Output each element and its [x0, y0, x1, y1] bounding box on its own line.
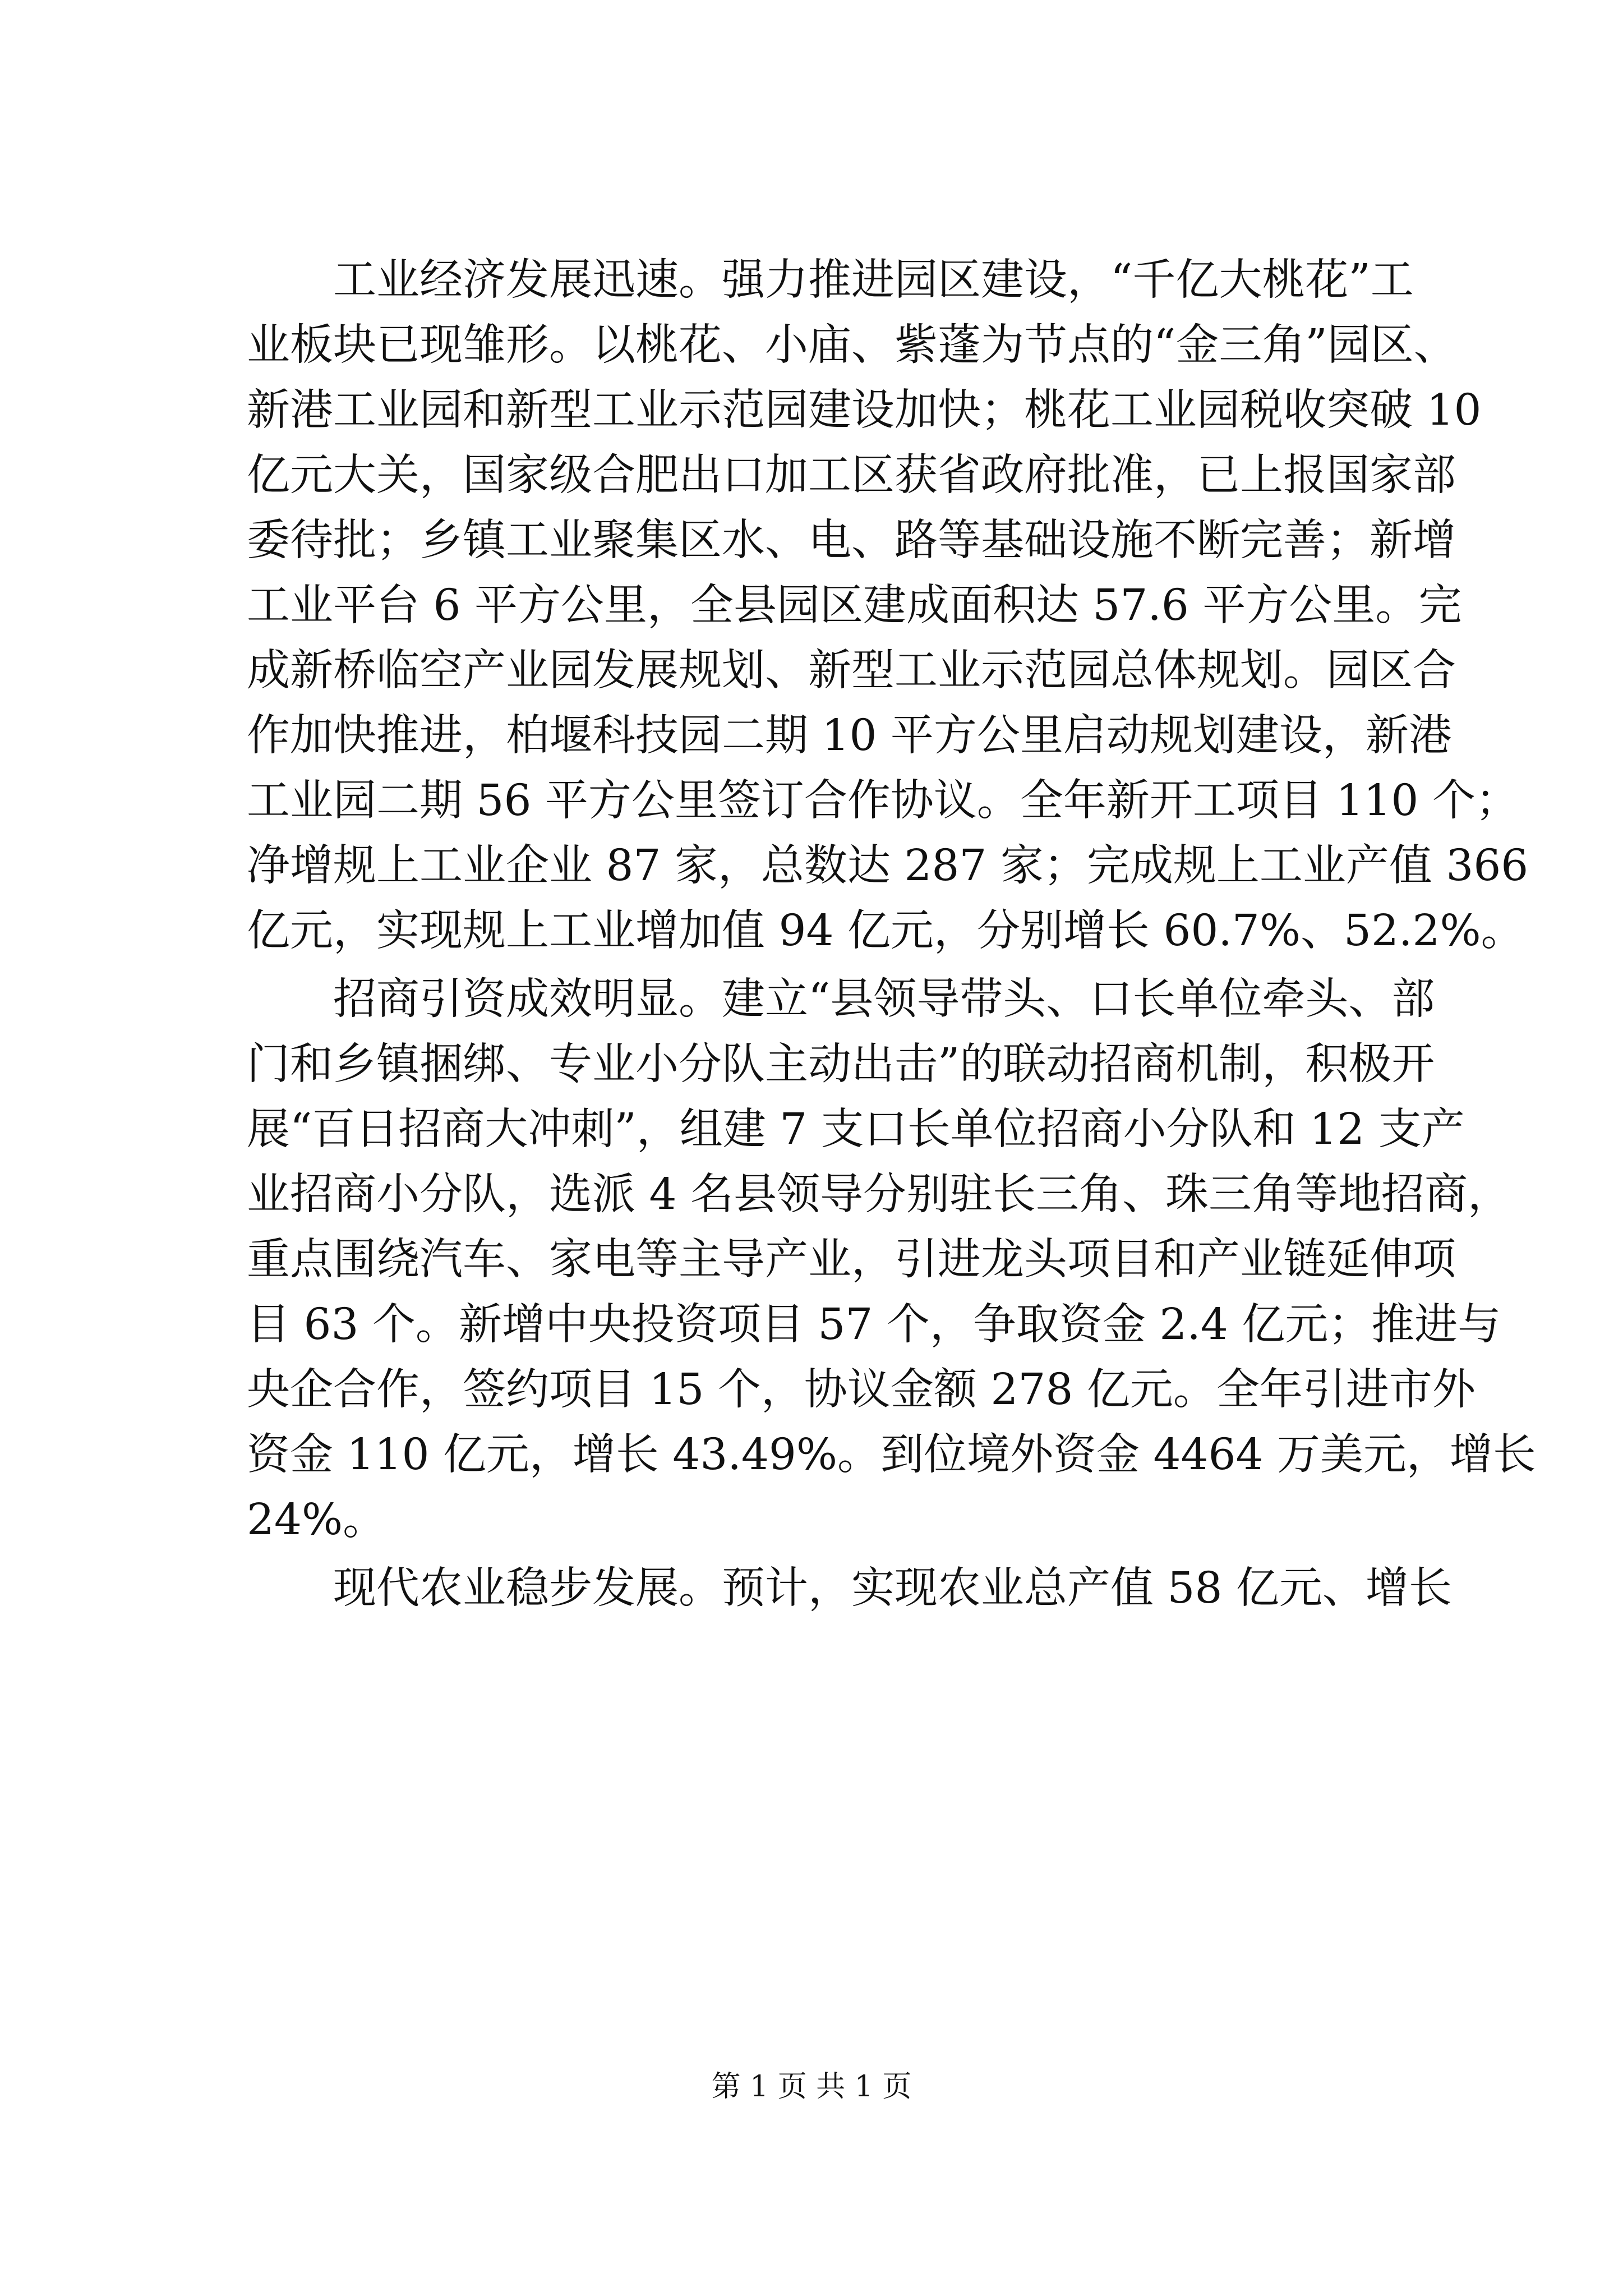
text-line: 工业平台 6 平方公里，全县园区建成面积达 57.6 平方公里。完 — [247, 581, 1462, 631]
text-line: 资金 110 亿元，增长 43.49%。到位境外资金 4464 万美元，增长 — [247, 1430, 1536, 1480]
text-line: 门和乡镇捆绑、专业小分队主动出击”的联动招商机制，积极开 — [247, 1039, 1435, 1089]
text-line: 目 63 个。新增中央投资项目 57 个，争取资金 2.4 亿元；推进与 — [247, 1300, 1501, 1350]
text-line: 作加快推进，柏堰科技园二期 10 平方公里启动规划建设，新港 — [247, 711, 1452, 761]
text-line: 业板块已现雏形。以桃花、小庙、紫蓬为节点的“金三角”园区、 — [247, 320, 1457, 370]
text-line: 新港工业园和新型工业示范园建设加快；桃花工业园税收突破 10 — [247, 385, 1482, 435]
text-line: 工业园二期 56 平方公里签订合作协议。全年新开工项目 110 个； — [247, 776, 1519, 826]
text-line: 招商引资成效明显。建立“县领导带头、口长单位牵头、部 — [247, 974, 1435, 1024]
text-line: 亿元，实现规上工业增加值 94 亿元，分别增长 60.7%、52.2%。 — [247, 906, 1524, 956]
text-line: 成新桥临空产业园发展规划、新型工业示范园总体规划。园区合 — [247, 646, 1456, 696]
text-line: 工业经济发展迅速。强力推进园区建设，“千亿大桃花”工 — [247, 255, 1414, 305]
text-line: 委待批；乡镇工业聚集区水、电、路等基础设施不断完善；新增 — [247, 516, 1456, 565]
text-line: 业招商小分队，选派 4 名县领导分别驻长三角、珠三角等地招商， — [247, 1170, 1511, 1220]
text-line: 24%。 — [247, 1495, 386, 1545]
text-line: 现代农业稳步发展。预计，实现农业总产值 58 亿元、增长 — [247, 1563, 1452, 1613]
text-line: 央企合作，签约项目 15 个，协议金额 278 亿元。全年引进市外 — [247, 1365, 1476, 1415]
text-line: 净增规上工业企业 87 家，总数达 287 家；完成规上工业产值 366 — [247, 841, 1529, 891]
text-line: 亿元大关，国家级合肥出口加工区获省政府批准，已上报国家部 — [247, 450, 1456, 500]
text-line: 展“百日招商大冲刺”，组建 7 支口长单位招商小分队和 12 支产 — [247, 1105, 1465, 1154]
page-footer: 第 1 页 共 1 页 — [711, 2070, 912, 2104]
text-line: 重点围绕汽车、家电等主导产业，引进龙头项目和产业链延伸项 — [247, 1235, 1456, 1285]
